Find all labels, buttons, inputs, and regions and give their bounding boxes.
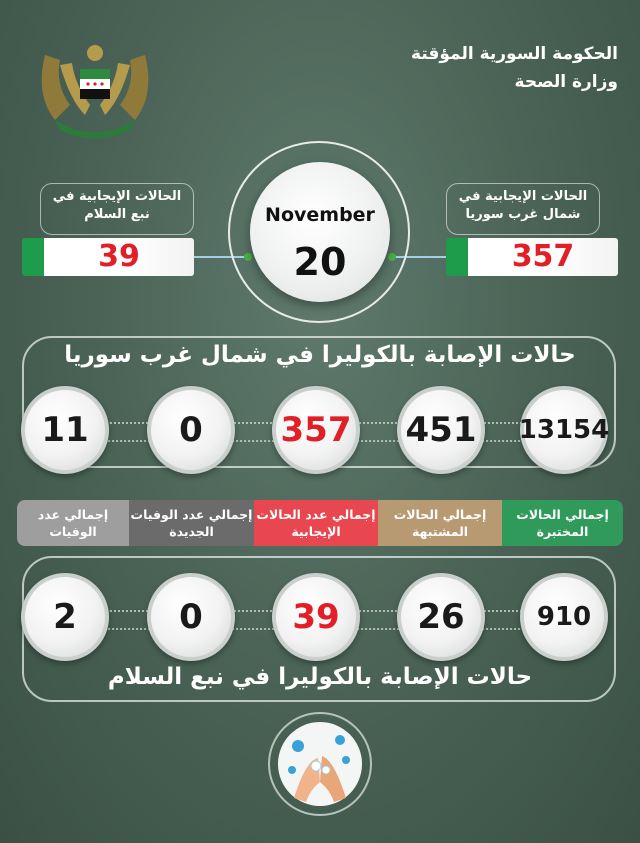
label-tested: إجمالي الحالات المختبرة: [502, 500, 623, 546]
label-suspected: إجمالي الحالات المشتبهة: [378, 500, 502, 546]
hand-washing-icon: [276, 720, 364, 808]
peace-spring-positive-value: 39: [22, 238, 194, 276]
nw-syria-deaths: 11: [21, 386, 109, 474]
nw-syria-new-deaths: 0: [147, 386, 235, 474]
ministry-name: وزارة الصحة: [514, 72, 618, 92]
peace-spring-positive-caption: الحالات الإيجابية في نبع السلام: [40, 183, 194, 235]
government-eagle-emblem-icon: [30, 35, 160, 145]
nw-syria-suspected: 451: [397, 386, 485, 474]
peace-spring-positive: 39: [272, 573, 360, 661]
peace-spring-tested: 910: [520, 573, 608, 661]
date-day: 20: [293, 240, 347, 284]
peace-spring-deaths: 2: [21, 573, 109, 661]
peace-spring-new-deaths: 0: [147, 573, 235, 661]
nw-syria-positive-value: 357: [446, 238, 618, 276]
nw-syria-positive: 357: [272, 386, 360, 474]
nw-syria-positive-caption: الحالات الإيجابية في شمال غرب سوريا: [446, 183, 600, 235]
peace-spring-title: حالات الإصابة بالكوليرا في نبع السلام: [107, 664, 533, 690]
label-total-deaths: إجمالي عدد الوفيات: [17, 500, 129, 546]
nw-syria-tested: 13154: [520, 386, 608, 474]
label-new-deaths: إجمالي عدد الوفيات الجديدة: [129, 500, 254, 546]
date-badge: [250, 162, 390, 302]
date-month: November: [265, 204, 375, 226]
peace-spring-suspected: 26: [397, 573, 485, 661]
label-positive: إجمالي عدد الحالات الإيجابية: [254, 500, 378, 546]
nw-syria-title: حالات الإصابة بالكوليرا في شمال غرب سوريا: [64, 342, 576, 368]
government-name: الحكومة السورية المؤقتة: [411, 44, 618, 64]
